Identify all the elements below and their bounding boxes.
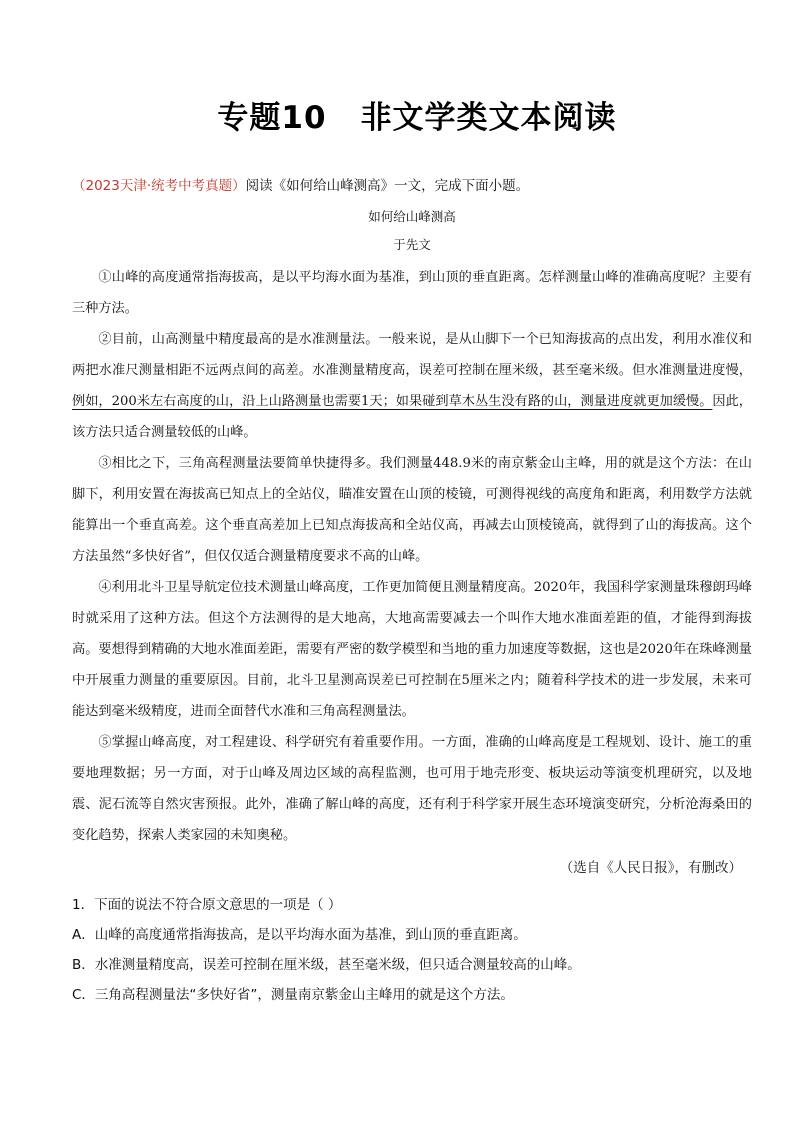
- question-1: 1．下面的说法不符合原文意思的一项是（ ）: [72, 897, 342, 913]
- page-title: [0, 92, 794, 137]
- option-c: C．三角高程测量法“多快好省”，测量南京紫金山主峰用的就是这个方法。: [72, 987, 514, 1003]
- underlined-sentence: 例如，200米左右高度的山，沿上山路测量也需要1天；如果碰到草木丛生没有路的山，测量进度就更加缓慢。: [72, 394, 713, 409]
- paragraph-3: ③相比之下，三角高程测量法要简单快捷得多。我们测量448.9米的南京紫金山主峰，用的就是这个方法：在山脚下，利用安置在海拔高已知点上的全站仪，瞄准安置在山顶的棱镜，可测得视线的高度角和距离，利用数学方法就能算出一个垂直高差。这个垂直高差加上已知点海拔高和全站仪高，再减去山顶棱镜高，就得到了山的海拔高。这个方法虽然“多快好省”，但仅仅适合测量精度要求不高的山峰。: [72, 456, 752, 564]
- paragraph-4: ④利用北斗卫星导航定位技术测量山峰高度，工作更加简便且测量精度高。2020年，我国科学家测量珠穆朗玛峰时就采用了这种方法。但这个方法测得的是大地高，大地高需要减去一个叫作大地水准面差距的值，才能得到海拔高。要想得到精确的大地水准面差距，需要有严密的数学模型和当地的重力加速度等数据，这也是2020年在珠峰测量中开展重力测量的重要原因。目前，北斗卫星测高误差已可控制在5厘米之内；随着科学技术的进一步发展，未来可能达到毫米级精度，进而全面替代水准和三角高程测量法。: [72, 580, 752, 719]
- topic-number: 专题10: [217, 100, 327, 136]
- article-title: 如何给山峰测高: [368, 209, 456, 224]
- paragraph-2-start: ②目前，山高测量中精度最高的是水准测量法。一般来说，是从山脚下一个已知海拔高的点出发，利用水准仪和两把水准尺测量相距不远两点间的高差。水准测量精度高，误差可控制在厘米级，甚至毫米级。但水准测量进度慢，: [72, 332, 752, 378]
- article-author: 于先文: [393, 237, 431, 252]
- option-b: B．水准测量精度高，误差可控制在厘米级，甚至毫米级，但只适合测量较高的山峰。: [72, 957, 581, 973]
- paragraph-5: ⑤掌握山峰高度，对工程建设、科学研究有着重要作用。一方面，准确的山峰高度是工程规划、设计、施工的重要地理数据；另一方面，对于山峰及周边区域的高程监测，也可用于地壳形变、板块运动等演变机理研究，以及地震、泥石流等自然灾害预报。此外，准确了解山峰的高度，还有利于科学家开展生态环境演变研究，分析沧海桑田的变化趋势，探索人类家园的未知奥秘。: [72, 735, 752, 843]
- question-intro: [72, 174, 752, 194]
- paragraph-2-end: 因此，该方法只适合测量较低的山峰。: [72, 394, 752, 440]
- paragraph-2: [72, 324, 752, 448]
- paragraph-1: ①山峰的高度通常指海拔高，是以平均海水面为基准，到山顶的垂直距离。怎样测量山峰的准确高度呢？主要有三种方法。: [72, 270, 752, 316]
- question-list: [72, 890, 762, 1010]
- option-a: A．山峰的高度通常指海拔高，是以平均海水面为基准，到山顶的垂直距离。: [72, 927, 527, 943]
- topic-title: 非文学类文本阅读: [360, 100, 617, 136]
- exam-source: （2023天津·统考中考真题）: [72, 178, 246, 194]
- article-credit: （选自《人民日报》，有删改）: [559, 860, 742, 876]
- article-body: [72, 262, 752, 851]
- instruction-text: 阅读《如何给山峰测高》一文，完成下面小题。: [245, 178, 530, 194]
